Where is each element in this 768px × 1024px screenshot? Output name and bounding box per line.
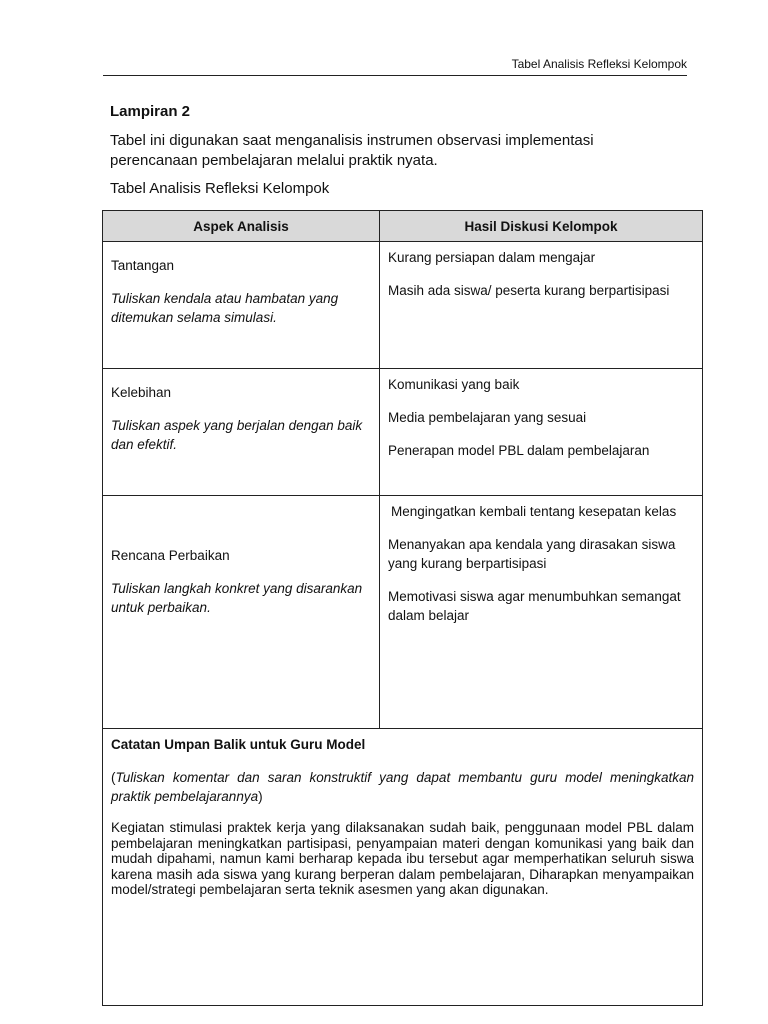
feedback-prompt-text: Tuliskan komentar dan saran konstruktif yang dapat membantu guru model meningkatkan praktik pembelajarannya — [111, 770, 694, 804]
result-item: Memotivasi siswa agar menumbuhkan semangat dalam belajar — [388, 589, 681, 623]
reflection-table — [102, 210, 703, 1006]
feedback-prompt-open: ( — [111, 770, 116, 785]
table-row — [103, 242, 703, 369]
results-cell — [380, 496, 703, 729]
aspect-cell — [103, 369, 380, 496]
column-header-aspect: Aspek Analisis — [103, 211, 380, 242]
table-row — [103, 369, 703, 496]
table-caption: Tabel Analisis Refleksi Kelompok — [110, 180, 330, 197]
aspect-prompt: Tuliskan langkah konkret yang disarankan untuk perbaikan. — [111, 581, 363, 615]
aspect-cell — [103, 242, 380, 369]
appendix-heading: Lampiran 2 — [110, 103, 191, 120]
results-cell — [380, 242, 703, 369]
result-item: Penerapan model PBL dalam pembelajaran — [388, 443, 650, 458]
result-item: Kurang persiapan dalam mengajar — [388, 250, 596, 265]
result-item: Masih ada siswa/ peserta kurang berpartisipasi — [388, 283, 670, 298]
result-item: Komunikasi yang baik — [388, 377, 520, 392]
table-header-row — [103, 211, 703, 242]
feedback-title: Catatan Umpan Balik untuk Guru Model — [111, 737, 366, 752]
intro-paragraph: Tabel ini digunakan saat menganalisis instrumen observasi implementasi perencanaan pembelajaran melalui praktik nyata. — [110, 132, 594, 169]
result-item: Menanyakan apa kendala yang dirasakan siswa yang kurang berpartisipasi — [388, 537, 676, 571]
results-cell — [380, 369, 703, 496]
result-item: Mengingatkan kembali tentang kesepatan kelas — [391, 504, 677, 519]
running-header: Tabel Analisis Refleksi Kelompok — [511, 57, 687, 71]
aspect-prompt: Tuliskan kendala atau hambatan yang ditemukan selama simulasi. — [111, 291, 339, 325]
result-item: Media pembelajaran yang sesuai — [388, 410, 587, 425]
header-rule — [103, 75, 687, 76]
aspect-cell — [103, 496, 380, 729]
feedback-row — [103, 729, 703, 1006]
feedback-cell — [103, 729, 703, 1006]
column-header-results: Hasil Diskusi Kelompok — [380, 211, 703, 242]
aspect-prompt: Tuliskan aspek yang berjalan dengan baik dan efektif. — [111, 418, 363, 452]
aspect-name: Rencana Perbaikan — [111, 548, 230, 563]
feedback-prompt-close: ) — [258, 789, 263, 804]
table-row — [103, 496, 703, 729]
aspect-name: Kelebihan — [111, 385, 172, 400]
feedback-prompt — [111, 768, 694, 806]
feedback-body: Kegiatan stimulasi praktek kerja yang dilaksanakan sudah baik, penggunaan model PBL dalam pembelajaran meningkatkan partisipasi, penyampaian materi dengan komunikasi yang baik dan mudah dipahami, namun kami berharap kepada ibu tersebut agar memperhatikan seluruh siswa karena masih ada siswa yang kurang berperan dalam pembelajaran, Diharapkan menyampaikan model/strategi pembelajaran serta teknik asesmen yang akan digunakan. — [111, 820, 694, 897]
aspect-name: Tantangan — [111, 258, 175, 273]
